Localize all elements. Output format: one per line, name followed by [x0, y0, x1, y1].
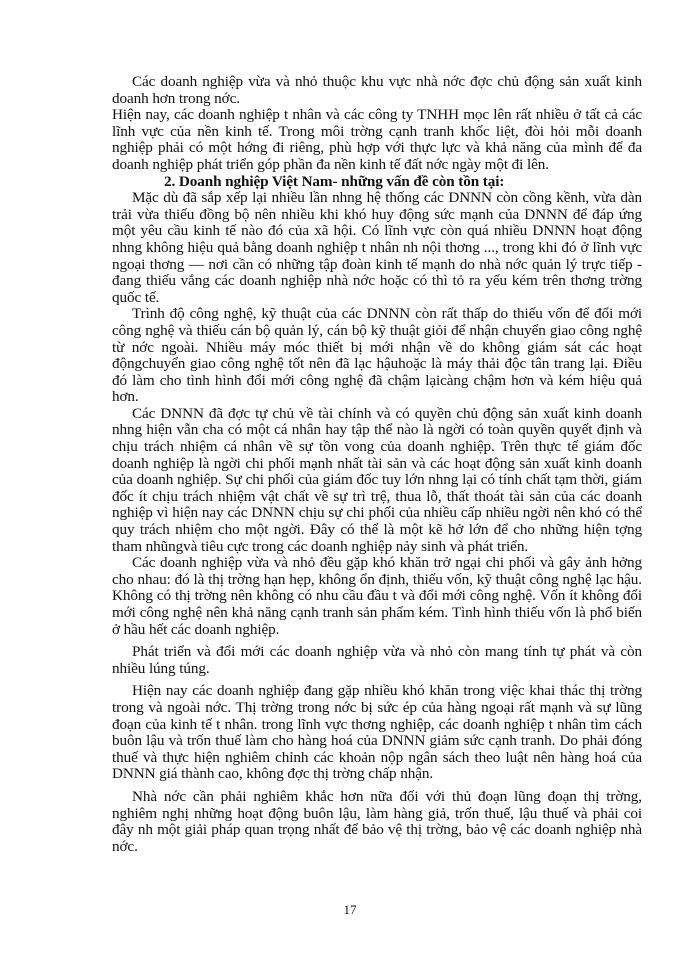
paragraph-difficulties: Các doanh nghiệp vừa và nhỏ đều gặp khó khăn trở ngại chi phối và gây ảnh hởng cho nhau: đó là thị trờng hạn hẹp, không ổn định, thiếu vốn, kỹ thuật công nghệ lạc hậu. Không có thị trờng nên không có nhu cầu đầu t và đổi mới công nghệ. Vốn ít không đổi mới công nghệ nên khả năng cạnh tranh sản phẩm kém. Tình hình thiếu vốn là phổ biến ở hầu hết các doanh nghiệp. [112, 554, 642, 638]
paragraph-dnnn-structure: Mặc dù đã sắp xếp lại nhiều lần nhng hệ thống các DNNN còn cồng kềnh, vừa dàn trải vừa thiếu đồng bộ nên nhiều khi khó huy động sức mạnh của DNNN để đáp ứng một yêu cầu kinh tế nào đó của xã hội. Có lĩnh vực còn quá nhiều DNNN hoạt động nhng không hiệu quả bằng doanh nghiệp t nhân nh nội thơng ..., trong khi đó ở lĩnh vực ngoại thơng — nơi cần có những tập đoàn kinh tế mạnh do nhà nớc quản lý trực tiếp - đang thiếu vắng các doanh nghiệp nhà nớc hoặc có thì tỏ ra yếu kém trên thơng trờng quốc tế. [112, 189, 642, 306]
page-number: 17 [343, 902, 357, 917]
paragraph-private-enterprises: Hiện nay, các doanh nghiệp t nhân và các công ty TNHH mọc lên rất nhiều ở tất cả các lĩnh vực của nền kinh tế. Trong môi trờng cạnh tranh khốc liệt, đòi hỏi mỗi doanh nghiệp phải có một hớng đi riêng, phù hợp với thực lực và khả năng của mình để đa doanh nghiệp phát triển góp phần đa nền kinh tế đất nớc ngày một đi lên. [112, 106, 642, 173]
paragraph-spontaneous: Phát triển và đổi mới các doanh nghiệp vừa và nhỏ còn mang tính tự phát và còn nhiều lúng túng. [112, 643, 642, 677]
section-heading: 2. Doanh nghiệp Việt Nam- những vấn đề còn tồn tại: [164, 172, 505, 190]
paragraph-market: Hiện nay các doanh nghiệp đang gặp nhiều khó khăn trong việc khai thác thị trờng trong và ngoài nớc. Thị trờng trong nớc bị sức ép của hàng ngoại rất mạnh và sự lũng đoạn của kinh tế t nhân. trong lĩnh vực thơng nghiệp, các doanh nghiệp t nhân tìm cách buôn lậu và trốn thuế làm cho hàng hoá của DNNN giảm sức cạnh tranh. Do phải đóng thuế và thực hiện nghiêm chỉnh các khoản nộp ngân sách theo luật nên hàng hoá của DNNN giá thành cao, không đợc thị trờng chấp nhận. [112, 682, 642, 783]
paragraph-state-role: Nhà nớc cần phải nghiêm khắc hơn nữa đối với thủ đoạn lũng đoạn thị trờng, nghiêm nghị những hoạt động buôn lậu, làm hàng giả, trốn thuế, lậu thuế và phải coi đây nh một giải pháp quan trọng nhất để bảo vệ thị trờng, bảo vệ các doanh nghiệp nhà nớc. [112, 787, 642, 855]
paragraph-intro: Các doanh nghiệp vừa và nhỏ thuộc khu vực nhà nớc đợc chủ động sản xuất kinh doanh hơn trong nớc. [112, 73, 642, 107]
paragraph-technology: Trình độ công nghệ, kỹ thuật của các DNNN còn rất thấp do thiếu vốn để đổi mới công nghệ và thiếu cán bộ quản lý, cán bộ kỹ thuật giỏi để nhận chuyển giao công nghệ từ nớc ngoài. Nhiều máy móc thiết bị mới nhận về do không giám sát các hoạt độngchuyển giao công nghệ tốt nên đã lạc hậuhoặc là máy thải độc tân trang lại. Điều đó làm cho tình hình đổi mới công nghệ đã chậm lạicàng chậm hơn và kém hiệu quả hơn. [112, 305, 642, 406]
body-text [112, 74, 642, 855]
paragraph-autonomy: Các DNNN đã đợc tự chủ về tài chính và có quyền chủ động sản xuất kinh doanh nhng hiện vẫn cha có một cá nhân hay tập thể nào là ngời có toàn quyền quyết định và chịu trách nhiệm cá nhân về sự tồn vong của doanh nghiệp. Trên thực tế giám đốc doanh nghiệp là ngời chi phối mạnh nhất tài sản và các hoạt động sản xuất kinh doanh của doanh nghiệp. Sự chi phối của giám đốc tuy lớn nhng lại có tính chất tạm thời, giám đốc ít chịu trách nhiệm vật chất về sự trì trệ, thua lỗ, thất thoát tài sản của các doanh nghiệp vì hiện nay các DNNN chịu sự chi phối của nhiều cấp nhiều ngời nên khó có thể quy trách nhiệm cho một ngời. Đây có thể là một kẽ hở lớn để cho những hiện tợng tham nhũngvà tiêu cực trong các doanh nghiệp nảy sinh và phát triển. [112, 404, 642, 555]
